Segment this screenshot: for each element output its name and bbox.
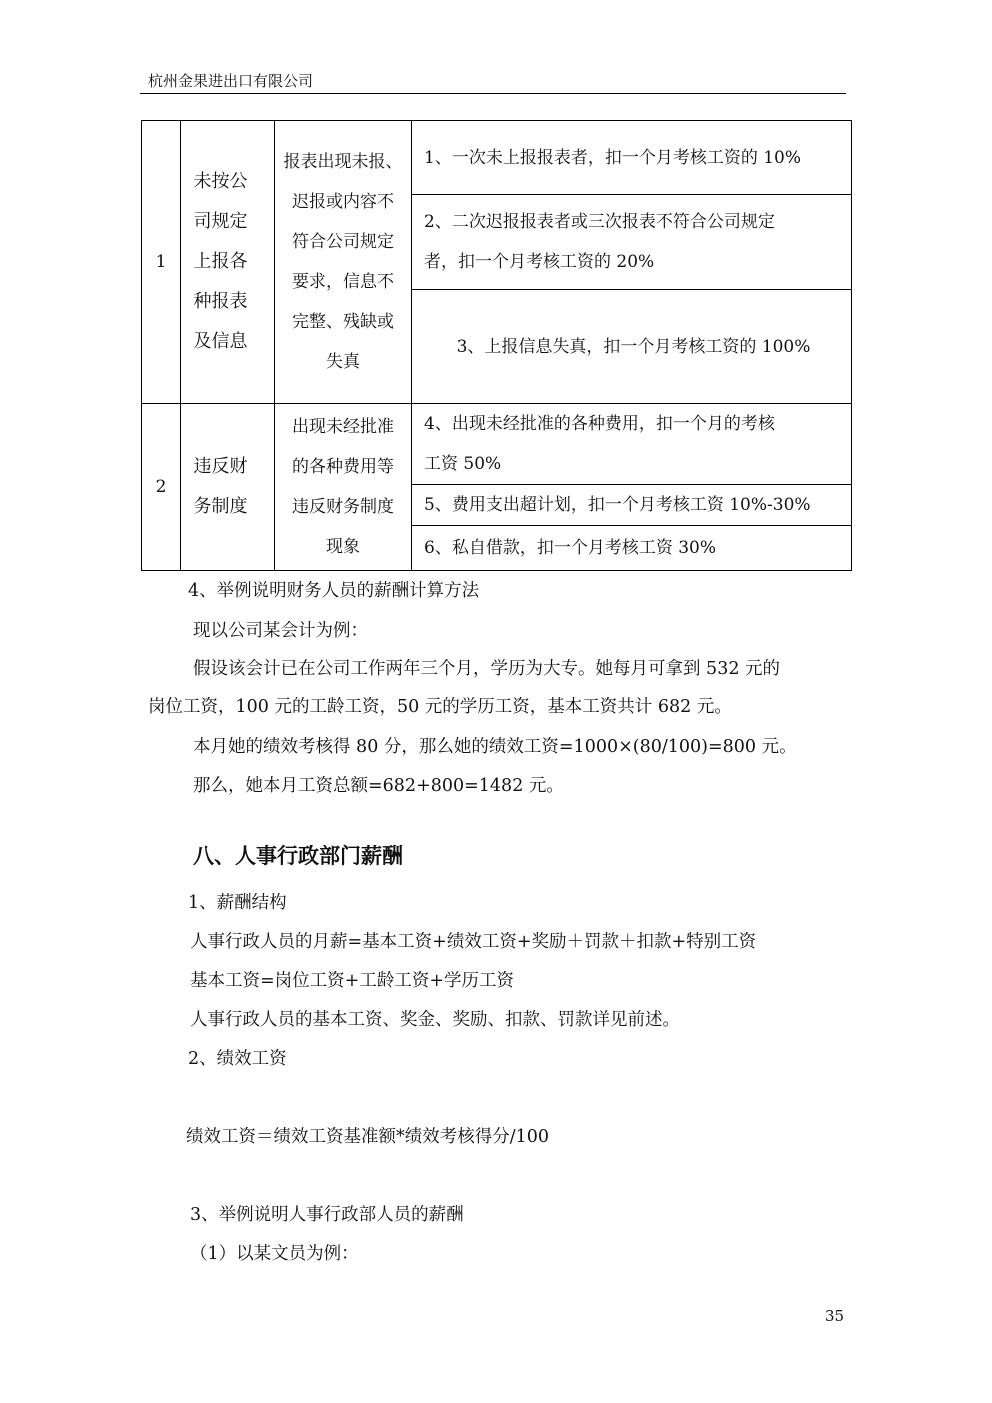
- penalty-line: 工资 50%: [424, 454, 502, 474]
- formula: 绩效工资＝绩效工资基准额*绩效考核得分/100: [186, 1127, 550, 1147]
- subsection-heading: 1、薪酬结构: [188, 893, 287, 913]
- item-line: 违反财: [193, 456, 248, 477]
- penalty-line: 者，扣一个月考核工资的 20%: [424, 252, 655, 272]
- penalty-cell: [412, 121, 852, 195]
- penalty-line: 6、私自借款，扣一个月考核工资 30%: [424, 538, 717, 558]
- penalty-line: 3、上报信息失真，扣一个月考核工资的 100%: [456, 336, 811, 357]
- page-number: 35: [825, 1307, 845, 1325]
- header-divider: [140, 93, 846, 94]
- condition-line: 现象: [326, 537, 360, 557]
- paragraph: 人事行政人员的基本工资、奖金、奖励、扣款、罚款详见前述。: [190, 1010, 680, 1030]
- item-line: 司规定: [193, 211, 248, 232]
- penalty-cell: [412, 290, 852, 404]
- item-line: 种报表: [193, 291, 248, 312]
- penalty-line: 5、费用支出超计划，扣一个月考核工资 10%-30%: [424, 495, 811, 515]
- condition-line: 违反财务制度: [292, 497, 394, 517]
- row-number: 2: [155, 477, 167, 497]
- paragraph: 本月她的绩效考核得 80 分，那么她的绩效工资=1000×(80/100)=800 元。: [193, 737, 797, 757]
- row-number: 1: [155, 252, 167, 272]
- condition-line: 完整、残缺或: [292, 312, 394, 332]
- condition-cell: [275, 121, 412, 404]
- condition-line: 报表出现未报、: [283, 152, 403, 172]
- condition-line: 要求，信息不: [292, 272, 394, 292]
- condition-cell: [275, 404, 412, 571]
- penalty-cell: [412, 485, 852, 526]
- subsection-heading: 3、举例说明人事行政部人员的薪酬: [190, 1205, 464, 1225]
- paragraph: 现以公司某会计为例：: [193, 621, 368, 641]
- paragraph: 假设该会计已在公司工作两年三个月，学历为大专。她每月可拿到 532 元的: [193, 659, 781, 679]
- item-line: 未按公: [193, 171, 248, 192]
- penalty-line: 4、出现未经批准的各种费用，扣一个月的考核: [424, 414, 775, 434]
- penalty-line: 2、二次迟报报表者或三次报表不符合公司规定: [424, 212, 775, 232]
- row-number-cell: [142, 121, 181, 404]
- condition-line: 出现未经批准: [292, 417, 394, 437]
- item-cell: [181, 121, 275, 404]
- penalty-table: [141, 120, 852, 571]
- table-row: [142, 121, 852, 195]
- paragraph-heading: 4、举例说明财务人员的薪酬计算方法: [188, 581, 480, 601]
- condition-line: 符合公司规定: [292, 232, 394, 252]
- item-cell: [181, 404, 275, 571]
- row-number-cell: [142, 404, 181, 571]
- paragraph: （1）以某文员为例：: [190, 1244, 359, 1264]
- condition-line: 失真: [326, 352, 360, 372]
- section-title: 八、人事行政部门薪酬: [193, 844, 403, 868]
- penalty-cell: [412, 526, 852, 571]
- paragraph: 基本工资=岗位工资+工龄工资+学历工资: [190, 971, 514, 991]
- paragraph: 那么，她本月工资总额=682+800=1482 元。: [193, 776, 564, 796]
- subsection-heading: 2、绩效工资: [188, 1049, 287, 1069]
- item-line: 务制度: [193, 496, 248, 517]
- condition-line: 的各种费用等: [292, 457, 394, 477]
- paragraph: 人事行政人员的月薪=基本工资+绩效工资+奖励＋罚款＋扣款+特别工资: [190, 932, 757, 952]
- penalty-cell: [412, 195, 852, 290]
- item-line: 及信息: [193, 331, 248, 352]
- item-line: 上报各: [193, 251, 248, 272]
- header-company-name: 杭州金果进出口有限公司: [148, 72, 314, 90]
- table-row: [142, 404, 852, 485]
- penalty-cell: [412, 404, 852, 485]
- condition-line: 迟报或内容不: [292, 192, 394, 212]
- penalty-line: 1、一次未上报报表者，扣一个月考核工资的 10%: [424, 147, 802, 168]
- paragraph: 岗位工资，100 元的工龄工资，50 元的学历工资，基本工资共计 682 元。: [148, 697, 732, 717]
